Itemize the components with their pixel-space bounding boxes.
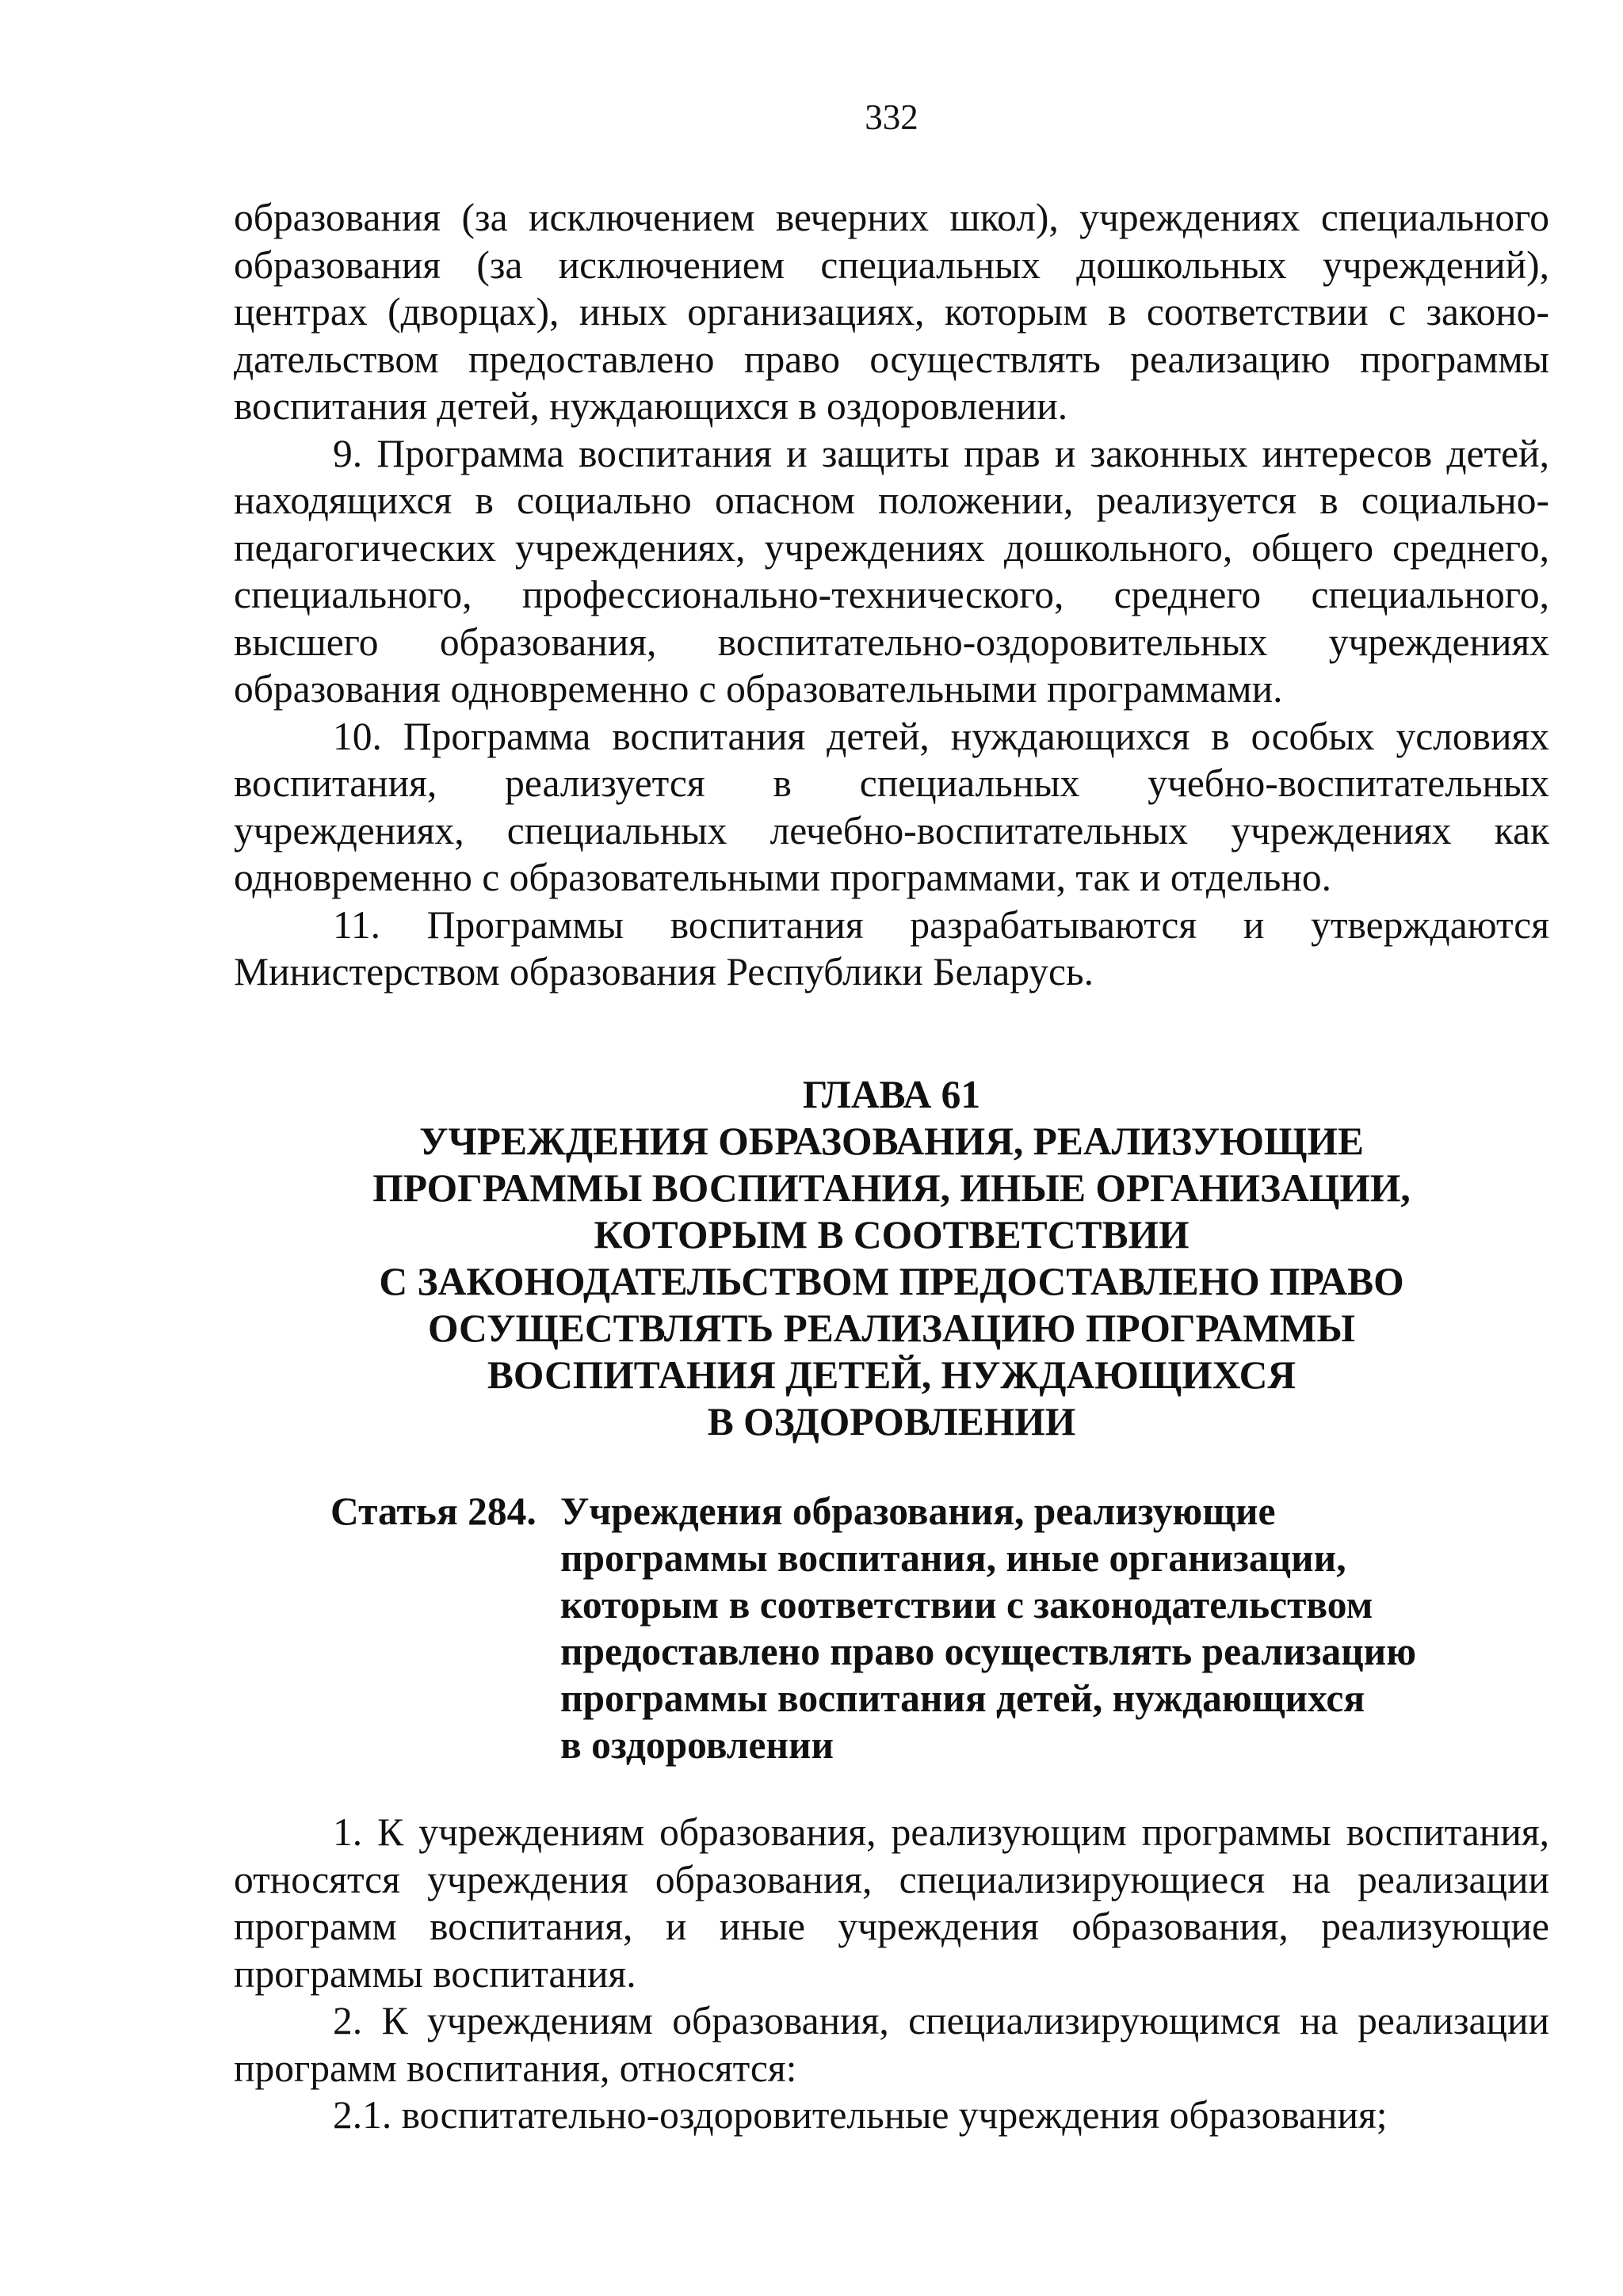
- article-title-line: которым в соответствии с законодательством: [560, 1583, 1373, 1627]
- article-number: Статья 284.: [330, 1489, 537, 1533]
- chapter-number: ГЛАВА 61: [802, 1073, 981, 1116]
- paragraph-item-2-1: 2.1. воспитательно-оздоровительные учреждения образования;: [333, 2093, 1388, 2137]
- article-title-line: Учреждения образования, реализующие: [560, 1489, 1276, 1533]
- page-number: 332: [865, 97, 918, 137]
- chapter-title-line: КОТОРЫМ В СООТВЕТСТВИИ: [594, 1213, 1190, 1257]
- intro-text-block: [234, 194, 1549, 996]
- chapter-heading: [234, 1071, 1549, 1445]
- chapter-title-line: ПРОГРАММЫ ВОСПИТАНИЯ, ИНЫЕ ОРГАНИЗАЦИИ,: [372, 1166, 1411, 1210]
- chapter-title-line: ОСУЩЕСТВЛЯТЬ РЕАЛИЗАЦИЮ ПРОГРАММЫ: [427, 1306, 1356, 1350]
- article-title-line: программы воспитания, иные организации,: [560, 1536, 1346, 1580]
- chapter-title-line: В ОЗДОРОВЛЕНИИ: [707, 1400, 1076, 1444]
- paragraph-item-2: 2. К учреждениям образования, специализирующимся на реализации программ воспитания, относятся:: [234, 1999, 1549, 2090]
- chapter-title-line: С ЗАКОНОДАТЕЛЬСТВОМ ПРЕДОСТАВЛЕНО ПРАВО: [379, 1260, 1404, 1303]
- paragraph-item-1: 1. К учреждениям образования, реализующим программы воспитания, относятся учреждения образования, специализирующиеся на реализации программ воспитания, и иные учреждения образования, реализующие программы воспитания.: [234, 1810, 1549, 1996]
- article-title: [560, 1488, 1551, 1768]
- article-title-line: в оздоровлении: [560, 1723, 834, 1767]
- chapter-title-line: УЧРЕЖДЕНИЯ ОБРАЗОВАНИЯ, РЕАЛИЗУЮЩИЕ: [419, 1119, 1364, 1163]
- paragraph-item-11: 11. Программы воспитания разрабатываются и утверждаются Министерством образования Республики Беларусь.: [234, 902, 1549, 994]
- article-text-block: [234, 1809, 1549, 2139]
- paragraph-item-9: 9. Программа воспитания и защиты прав и законных интересов детей, находящихся в социально опасном положении, реализуется в социально-педагогических учреждениях, учреждениях дошкольного, общего среднего, специального, профессионально-технического, среднего специального, высшего образования, воспитательно-оздоровительных учреждениях образования одновременно с образовательными программами.: [234, 431, 1549, 711]
- article-title-line: программы воспитания детей, нуждающихся: [560, 1676, 1365, 1720]
- paragraph-continuation: образования (за исключением вечерних школ), учреждениях специального образования (за исключением специальных дошкольных учреждений), центрах (дворцах), иных организациях, которым в соответствии с законодательством предоставлено право осуществлять реализацию программы воспитания детей, нуждающихся в оздоровлении.: [234, 196, 1549, 428]
- chapter-title-line: ВОСПИТАНИЯ ДЕТЕЙ, НУЖДАЮЩИХСЯ: [487, 1353, 1296, 1397]
- article-title-line: предоставлено право осуществлять реализацию: [560, 1630, 1417, 1673]
- paragraph-item-10: 10. Программа воспитания детей, нуждающихся в особых условиях воспитания, реализуется в специальных учебно-воспитательных учреждениях, специальных лечебно-воспитательных учреждениях как одновременно с образовательными программами, так и отдельно.: [234, 714, 1549, 899]
